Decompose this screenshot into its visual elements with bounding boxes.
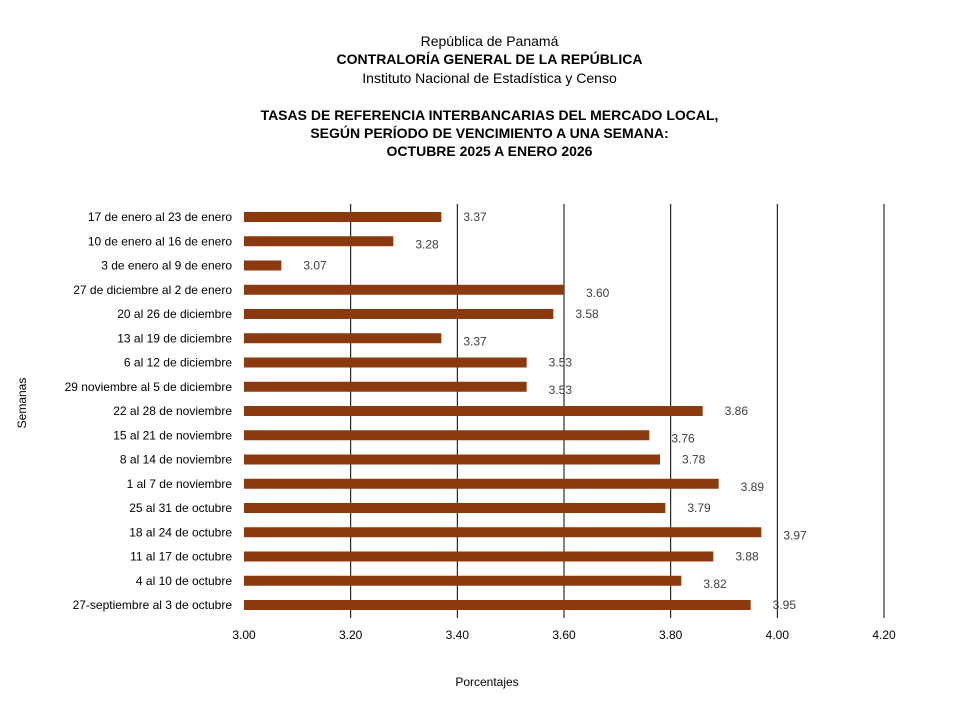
category-label: 27 de diciembre al 2 de enero: [73, 282, 232, 297]
bar: [244, 479, 719, 489]
x-tick-label: 3.60: [552, 628, 576, 642]
bar: [244, 430, 649, 440]
data-label: 3.89: [740, 479, 765, 494]
x-tick-label: 3.20: [338, 628, 363, 642]
data-label: 3.82: [703, 576, 727, 591]
category-label: 6 al 12 de diciembre: [123, 355, 232, 370]
category-label: 11 al 17 de octubre: [130, 549, 232, 564]
category-label: 4 al 10 de octubre: [135, 573, 232, 588]
x-tick-label: 3.40: [445, 628, 470, 642]
data-label: 3.78: [682, 452, 706, 467]
header-country: República de Panamá: [420, 33, 559, 49]
category-label: 22 al 28 de noviembre: [113, 404, 232, 418]
x-tick-label: 4.20: [872, 628, 896, 642]
data-label: 3.37: [463, 210, 487, 224]
chart-title-line-2: SEGÚN PERÍODO DE VENCIMIENTO A UNA SEMANA:: [310, 125, 669, 141]
data-label: 3.79: [687, 501, 711, 515]
bar: [244, 455, 660, 465]
x-tick-labels: [232, 628, 896, 642]
category-label: 25 al 31 de octubre: [129, 501, 232, 515]
x-tick-label: 3.00: [232, 628, 256, 642]
data-label: 3.76: [671, 431, 695, 446]
category-label: 1 al 7 de noviembre: [126, 476, 232, 491]
category-label: 10 de enero al 16 de enero: [87, 234, 232, 249]
category-labels: [65, 210, 233, 612]
bar: [244, 576, 681, 586]
category-label: 17 de enero al 23 de enero: [87, 210, 232, 224]
data-label: 3.53: [548, 355, 573, 370]
bar: [244, 503, 665, 513]
x-tick-label: 4.00: [765, 628, 790, 642]
chart-title-line-1: TASAS DE REFERENCIA INTERBANCARIAS DEL MERCADO LOCAL,: [260, 107, 719, 123]
bar: [244, 358, 527, 368]
category-label: 18 al 24 de octubre: [129, 525, 232, 540]
data-label: 3.37: [463, 334, 487, 349]
header-institute: Instituto Nacional de Estadística y Censo: [362, 70, 617, 86]
category-label: 15 al 21 de noviembre: [113, 428, 232, 443]
data-label: 3.97: [783, 528, 807, 543]
data-label: 3.07: [303, 258, 327, 273]
category-label: 13 al 19 de diciembre: [117, 331, 232, 346]
category-label: 20 al 26 de diciembre: [117, 307, 232, 321]
data-label: 3.53: [548, 382, 573, 397]
y-axis-title: Semanas: [15, 377, 29, 429]
bar: [244, 309, 553, 319]
bar: [244, 285, 564, 295]
bar: [244, 406, 703, 416]
data-label: 3.86: [724, 404, 749, 418]
bar: [244, 552, 713, 562]
header-institution: CONTRALORÍA GENERAL DE LA REPÚBLICA: [336, 51, 643, 67]
bar: [244, 261, 281, 271]
data-label: 3.60: [586, 285, 610, 300]
bar: [244, 212, 441, 222]
category-label: 29 noviembre al 5 de diciembre: [64, 379, 232, 394]
data-label: 3.58: [575, 307, 599, 321]
data-label: 3.28: [415, 237, 439, 252]
category-label: 3 de enero al 9 de enero: [101, 258, 232, 273]
data-label: 3.88: [735, 549, 759, 564]
bar: [244, 382, 527, 392]
category-label: 27-septiembre al 3 de octubre: [72, 598, 232, 612]
x-tick-label: 3.80: [658, 628, 683, 642]
bar: [244, 527, 761, 537]
x-axis-title: Porcentajes: [455, 675, 519, 689]
chart-title-line-3: OCTUBRE 2025 A ENERO 2026: [386, 143, 593, 159]
data-label: 3.95: [772, 598, 797, 612]
bar: [244, 600, 751, 610]
category-label: 8 al 14 de noviembre: [119, 452, 232, 467]
bar: [244, 236, 393, 246]
bar: [244, 333, 441, 343]
